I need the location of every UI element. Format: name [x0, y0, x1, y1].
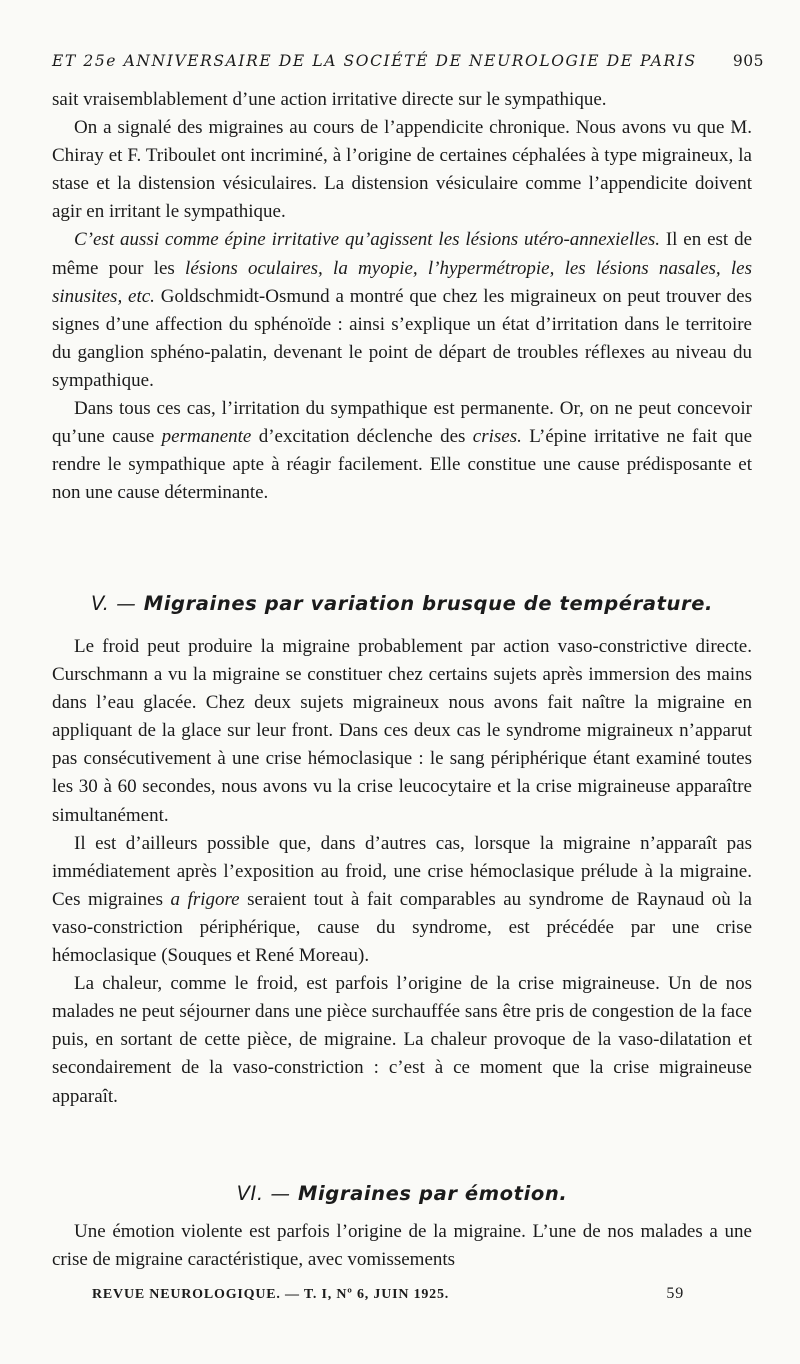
- section-heading-v: [52, 592, 752, 615]
- italic-text: lésions oculaires, la myopie, l’hypermétropie, les lésions nasales, les sinusites, etc.: [52, 257, 752, 307]
- paragraph-text: L’épine irritative ne fait que rendre le sympathique apte à réagir facilement. Elle constitue une cause prédisposante et non une cause déterminante.: [52, 426, 753, 504]
- paragraph-text: d’excitation déclenche des: [251, 426, 473, 448]
- italic-text: a frigore: [170, 888, 240, 910]
- section-heading-vi: [52, 1182, 752, 1205]
- paragraph-text: Dans tous ces cas, l’irritation du sympathique est permanente. Or, on ne peut concevoir qu’une cause: [52, 398, 752, 448]
- body-text-bottom: [52, 1218, 752, 1274]
- paragraph-text: Il en est de même pour les: [52, 229, 752, 279]
- italic-text: crises.: [472, 426, 522, 448]
- section-number: V. —: [90, 592, 137, 615]
- paragraph-text: Il est d’ailleurs possible que, dans d’autres cas, lorsque la migraine n’apparaît pas immédiatement après l’exposition au froid, une crise hémoclasique prélude à la migraine. Ces migraines: [52, 832, 752, 910]
- paragraph: La chaleur, comme le froid, est parfois l’origine de la crise migraineuse. Un de nos malades ne peut séjourner dans une pièce surchauffée sans être pris de congestion de la face puis, en sortant de cette pièce, de migraine. La chaleur provoque de la vaso-dilatation et secondairement de la vaso-constriction : c’est à ce moment que la crise migraineuse apparaît.: [52, 973, 752, 1107]
- paragraph: [52, 395, 752, 507]
- italic-text: C’est aussi comme épine irritative qu’agissent les lésions utéro-annexielles.: [74, 229, 660, 251]
- section-title: Migraines par variation brusque de température.: [143, 592, 714, 615]
- italic-text: permanente: [161, 426, 252, 448]
- paragraph: [52, 830, 752, 970]
- page-footer: [92, 1285, 684, 1303]
- folio-number: 59: [666, 1285, 684, 1302]
- body-text-middle: [52, 633, 752, 1111]
- running-header-title: ET 25e ANNIVERSAIRE DE LA SOCIÉTÉ DE NEUROLOGIE DE PARIS: [52, 52, 697, 70]
- journal-citation: REVUE NEUROLOGIQUE. — T. I, Nº 6, JUIN 1925.: [92, 1287, 450, 1302]
- paragraph: sait vraisemblablement d’une action irritative directe sur le sympathique.: [52, 89, 607, 110]
- paragraph: Le froid peut produire la migraine probablement par action vaso-constrictive directe. Curschmann a vu la migraine se constituer chez certains sujets après immersion des mains dans l’eau glacée. Chez deux sujets migraineux nous avons fait naître la migraine en appliquant de la glace sur leur front. Dans ces deux cas le syndrome migraineux n’apparut pas consécutivement à une crise hémoclasique : le sang périphérique étant examiné toutes les 30 à 60 secondes, nous avons vu la crise leucocytaire et la crise migraineuse apparaître simultanément.: [52, 636, 752, 826]
- paragraph: Une émotion violente est parfois l’origine de la migraine. L’une de nos malades a une crise de migraine caractéristique, avec vomissements: [52, 1221, 752, 1271]
- section-number: VI. —: [236, 1182, 291, 1205]
- paragraph-text: seraient tout à fait comparables au syndrome de Raynaud où la vaso-constriction périphérique, cause du syndrome, est précédée par une crise hémoclasique (Souques et René Moreau).: [52, 888, 752, 967]
- body-text-top: [52, 86, 752, 507]
- running-header: [52, 52, 764, 80]
- page-number: 905: [732, 52, 764, 70]
- paragraph-text: Goldschmidt-Osmund a montré que chez les migraineux on peut trouver des signes d’une affection du sphénoïde : ainsi s’explique un état d’irritation dans le territoire du ganglion sphéno-palatin, devenant le point de départ de troubles réflexes au niveau du sympathique.: [52, 285, 752, 391]
- paragraph: [52, 226, 752, 395]
- section-title: Migraines par émotion.: [298, 1182, 568, 1205]
- paragraph: On a signalé des migraines au cours de l’appendicite chronique. Nous avons vu que M. Chiray et F. Triboulet ont incriminé, à l’origine de certaines céphalées à type migraineux, la stase et la distension vésiculaires. La distension vésiculaire comme l’appendicite doivent agir en irritant le sympathique.: [52, 117, 752, 223]
